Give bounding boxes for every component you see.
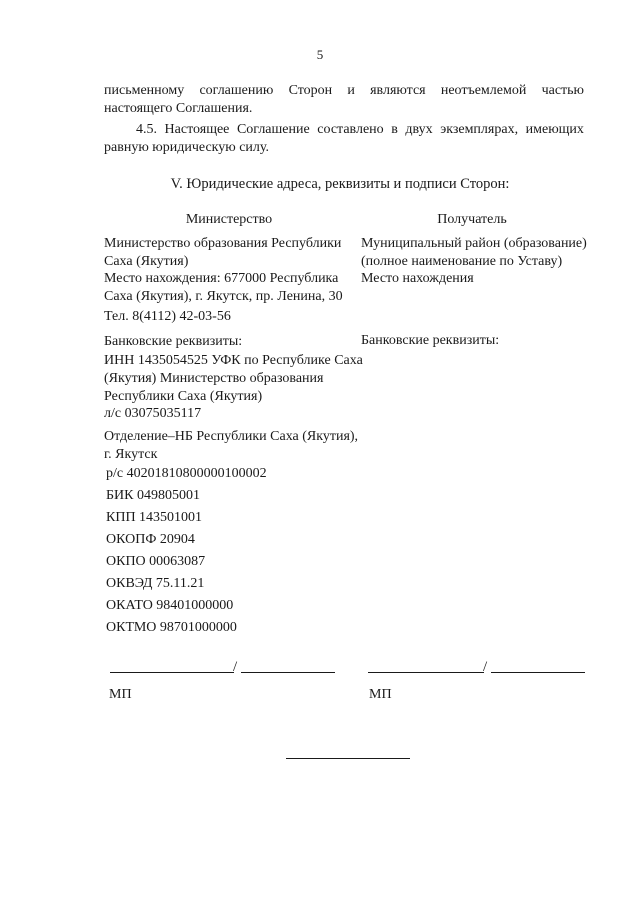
- ministry-name-line: Министерство образования Республики: [104, 236, 342, 251]
- ministry-signature-line: [110, 672, 234, 673]
- recipient-signature-slash: /: [483, 659, 488, 675]
- clause-word: имеющих: [525, 122, 584, 137]
- clause-4-5-line-2: равную юридическую силу.: [104, 140, 270, 155]
- ministry-inn: [104, 352, 363, 406]
- left-column-heading: Министерство: [185, 212, 273, 227]
- recipient-signature-line: [368, 672, 484, 673]
- ministry-okved: ОКВЭД 75.11.21: [106, 576, 205, 591]
- ministry-inn-line: (Якутия) Министерство образования: [104, 371, 324, 386]
- ministry-okato: ОКАТО 98401000000: [106, 598, 234, 613]
- ministry-branch-line: г. Якутск: [104, 447, 158, 462]
- recipient-name-line: (полное наименование по Уставу): [361, 254, 563, 269]
- ministry-phone: Тел. 8(4112) 42-03-56: [104, 309, 231, 324]
- intro-word: Сторон: [288, 83, 333, 98]
- ministry-branch-line: Отделение–НБ Республики Саха (Якутия),: [104, 429, 359, 444]
- intro-line-2: настоящего Соглашения.: [104, 101, 253, 116]
- ministry-okopf: ОКОПФ 20904: [106, 532, 195, 547]
- ministry-inn-line: Республики Саха (Якутия): [104, 389, 263, 404]
- intro-word: и: [347, 83, 355, 98]
- ministry-location-line: Саха (Якутия), г. Якутск, пр. Ленина, 30: [104, 289, 343, 304]
- clause-word: Настоящее: [164, 122, 230, 137]
- clause-word: Соглашение: [236, 122, 310, 137]
- clause-word: 4.5.: [136, 122, 157, 137]
- ministry-name: [104, 235, 341, 271]
- right-column-heading: Получатель: [437, 212, 507, 227]
- end-of-document-line: [286, 758, 410, 759]
- recipient-name: [361, 235, 587, 271]
- ministry-oktmo: ОКТМО 98701000000: [106, 620, 237, 635]
- page-number: 5: [316, 47, 324, 62]
- clause-word: двух: [405, 122, 433, 137]
- ministry-okpo: ОКПО 00063087: [106, 554, 206, 569]
- recipient-seal-label: МП: [369, 687, 392, 702]
- ministry-signature-slash: /: [233, 659, 238, 675]
- ministry-account: л/с 03075035117: [104, 406, 202, 421]
- ministry-signature-name-line: [241, 672, 335, 673]
- intro-word: письменному: [104, 83, 185, 98]
- intro-word: являются: [370, 83, 426, 98]
- ministry-inn-line: ИНН 1435054525 УФК по Республике Саха: [104, 353, 363, 368]
- section-title: V. Юридические адреса, реквизиты и подписи Сторон:: [170, 176, 510, 192]
- intro-word: частью: [541, 83, 584, 98]
- clause-word: составлено: [317, 122, 384, 137]
- ministry-name-line: Саха (Якутия): [104, 254, 189, 269]
- intro-line-1: [104, 82, 584, 100]
- ministry-bank-label: Банковские реквизиты:: [104, 334, 243, 349]
- recipient-bank-label: Банковские реквизиты:: [361, 333, 500, 348]
- ministry-seal-label: МП: [109, 687, 132, 702]
- ministry-location: [104, 270, 343, 306]
- clause-4-5-line-1: [136, 121, 584, 139]
- ministry-kpp: КПП 143501001: [106, 510, 203, 525]
- recipient-location: Место нахождения: [361, 271, 474, 286]
- recipient-name-line: Муниципальный район (образование): [361, 236, 587, 251]
- ministry-location-line: Место нахождения: 677000 Республика: [104, 271, 339, 286]
- ministry-bank-branch: [104, 428, 358, 464]
- clause-word: в: [391, 122, 398, 137]
- ministry-settlement-account: р/с 40201810800000100002: [106, 466, 267, 481]
- clause-word: экземплярах,: [440, 122, 519, 137]
- intro-word: соглашению: [199, 83, 274, 98]
- recipient-signature-name-line: [491, 672, 585, 673]
- ministry-bik: БИК 049805001: [106, 488, 200, 503]
- intro-word: неотъемлемой: [440, 83, 527, 98]
